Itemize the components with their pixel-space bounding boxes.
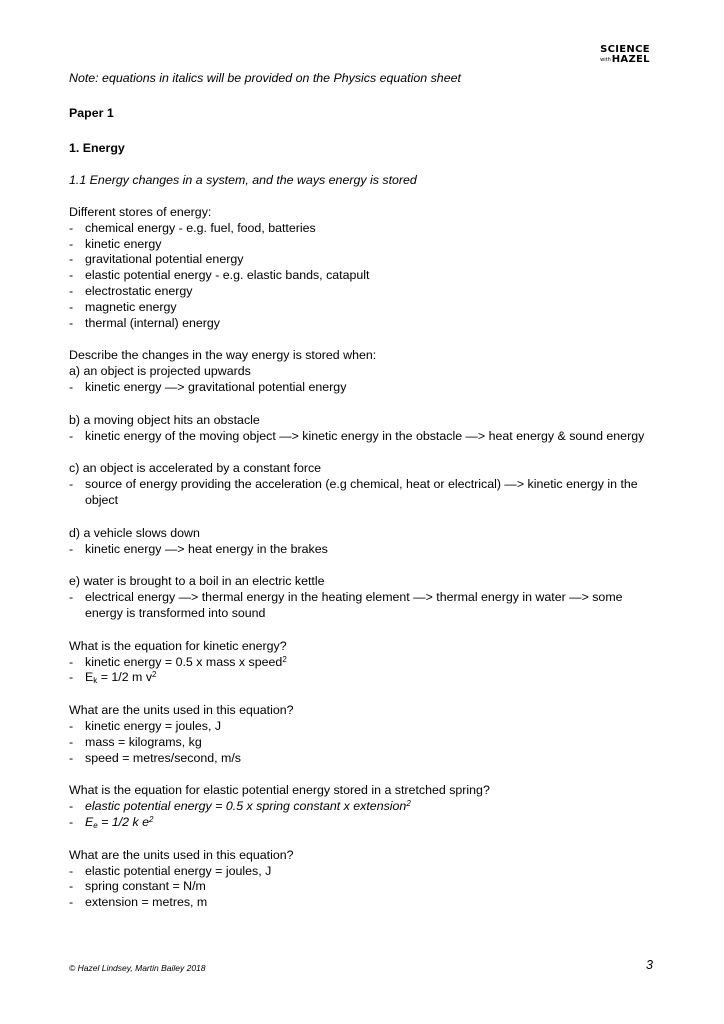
question-a: a) an object is projected upwards	[69, 364, 251, 379]
epe-equation-symbols: - $E_e = 1/2$ k $e^2$	[69, 814, 154, 830]
answer-b: - kinetic energy of the moving object —> kinetic energy in the obstacle —> heat energy & sound energy	[69, 428, 645, 443]
describe-heading: Describe the changes in the way energy is stored when:	[69, 348, 377, 363]
page-number: 3	[646, 958, 653, 972]
epe-equation-words: - elastic potential energy = 0.5 x spring constant x extension$^2$	[69, 799, 411, 814]
answer-e: - electrical energy —> thermal energy in the heating element —> thermal energy in water —> some energy is transformed into sound	[69, 590, 623, 620]
epe-units-heading: What are the units used in this equation?	[69, 847, 294, 862]
ke-equation-heading: What is the equation for kinetic energy?	[69, 638, 287, 653]
question-d: d) a vehicle slows down	[69, 525, 200, 540]
list-item: - electrostatic energy	[69, 283, 193, 298]
ke-equation-words: - kinetic energy = 0.5 x mass x speed$^2$	[69, 654, 287, 669]
list-item: - kinetic energy	[69, 236, 162, 251]
list-item: - thermal (internal) energy	[69, 315, 220, 330]
logo-line1: SCIENCE	[600, 44, 650, 55]
paper-title: Paper 1	[69, 106, 114, 120]
page-content	[69, 71, 659, 911]
stores-heading: Different stores of energy:	[69, 205, 212, 219]
list-item: - speed = metres/second, m/s	[69, 750, 241, 765]
list-item: - gravitational potential energy	[69, 252, 244, 267]
ke-equation-block	[69, 639, 659, 686]
list-item: - kinetic energy = joules, J	[69, 718, 222, 733]
list-item: - extension = metres, m	[69, 895, 208, 910]
question-b: b) a moving object hits an obstacle	[69, 412, 260, 427]
answer-c: - source of energy providing the acceleration (e.g chemical, heat or electrical) —> kinetic energy in the object	[69, 477, 638, 507]
question-e: e) water is brought to a boil in an electric kettle	[69, 574, 325, 589]
logo-line2: HAZEL	[611, 54, 650, 65]
question-c-block	[69, 461, 659, 508]
science-with-hazel-logo	[597, 45, 653, 65]
list-item: - mass = kilograms, kg	[69, 734, 202, 749]
copyright-footer: © Hazel Lindsey, Martin Bailey 2018	[69, 963, 206, 973]
list-item: - elastic potential energy = joules, J	[69, 863, 272, 878]
list-item: - magnetic energy	[69, 299, 177, 314]
stores-block	[69, 205, 659, 331]
question-c: c) an object is accelerated by a constant force	[69, 461, 322, 476]
answer-a: - kinetic energy —> gravitational potential energy	[69, 379, 347, 394]
answer-d: - kinetic energy —> heat energy in the brakes	[69, 541, 328, 556]
question-b-block	[69, 413, 659, 445]
ke-units-heading: What are the units used in this equation?	[69, 703, 294, 718]
section-title: 1. Energy	[69, 141, 125, 155]
question-e-block	[69, 574, 659, 621]
list-item: - elastic potential energy - e.g. elastic bands, catapult	[69, 268, 370, 283]
subsection-title: 1.1 Energy changes in a system, and the ways energy is stored	[69, 173, 417, 187]
ke-units-block	[69, 703, 659, 766]
epe-equation-heading: What is the equation for elastic potential energy stored in a stretched spring?	[69, 783, 490, 798]
logo-with: with	[600, 56, 611, 63]
epe-equation-block	[69, 783, 659, 830]
equation-note: Note: equations in italics will be provided on the Physics equation sheet	[69, 71, 461, 85]
ke-equation-symbols: - $E_k = 1/2$ m $v^2$	[69, 670, 157, 686]
question-d-block	[69, 526, 659, 558]
describe-block	[69, 348, 659, 395]
epe-units-block	[69, 848, 659, 911]
list-item: - chemical energy - e.g. fuel, food, batteries	[69, 220, 316, 235]
list-item: - spring constant = N/m	[69, 879, 206, 894]
